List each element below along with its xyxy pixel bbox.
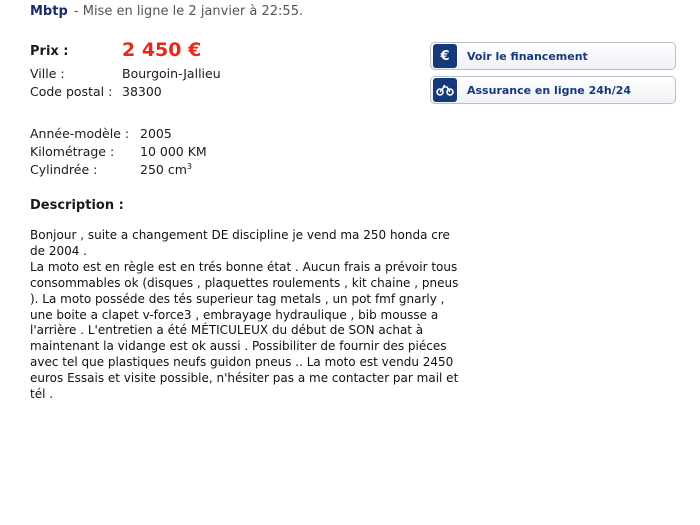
postal-value: 38300 [122, 84, 162, 99]
financing-label: Voir le financement [467, 49, 588, 63]
cc-row [30, 162, 410, 180]
description-text: Bonjour , suite a changement DE discipline je vend ma 250 honda cre de 2004 . La moto est en règle est en trés bonne état . Aucun frais a prévoir tous consommables ok (disques , plaquettes roulements , kit chaine , pneus ). La moto posséde des tés superieur tag metals , un pot fmf gnarly , une boite a clapet v-force3 , embrayage hydraulique , bib mousse a l'arrière . L'entretien a été MÉTICULEUX du début de SON achat à maintenant la vidange est ok aussi . Possibiliter de fournir des piéces avec tel que plastiques neufs guidon pneus .. La moto est vendu 2450 euros Essais et visite possible, n'hésiter pas a me contacter par mail et tél . [30, 228, 459, 402]
insurance-button[interactable] [430, 76, 676, 104]
city-value: Bourgoin-Jallieu [122, 66, 221, 81]
postal-label: Code postal : [30, 84, 113, 99]
listing-header [30, 4, 303, 19]
mileage-label: Kilométrage : [30, 144, 115, 159]
mileage-row [30, 144, 410, 162]
mileage-value: 10 000 KM [140, 144, 207, 159]
motorbike-icon [433, 78, 457, 102]
city-row [30, 66, 410, 84]
insurance-label: Assurance en ligne 24h/24 [467, 83, 632, 97]
cc-number: 250 cm [140, 162, 187, 178]
city-label: Ville : [30, 66, 65, 81]
postal-row [30, 84, 410, 102]
posted-date: - Mise en ligne le 2 janvier à 22:55. [69, 4, 304, 19]
year-row [30, 126, 410, 144]
description-title: Description : [30, 198, 124, 213]
year-value: 2005 [140, 126, 172, 141]
price-value: 2 450 € [122, 39, 202, 61]
year-label: Année-modèle : [30, 126, 130, 141]
price-label: Prix : [30, 44, 69, 59]
euro-icon: € [433, 44, 457, 68]
cc-label: Cylindrée : [30, 162, 98, 177]
seller-name[interactable]: Mbtp [30, 4, 68, 19]
cc-value [140, 162, 192, 177]
cc-exponent: 3 [186, 162, 192, 171]
financing-button[interactable] [430, 42, 676, 70]
price-row [30, 39, 410, 66]
